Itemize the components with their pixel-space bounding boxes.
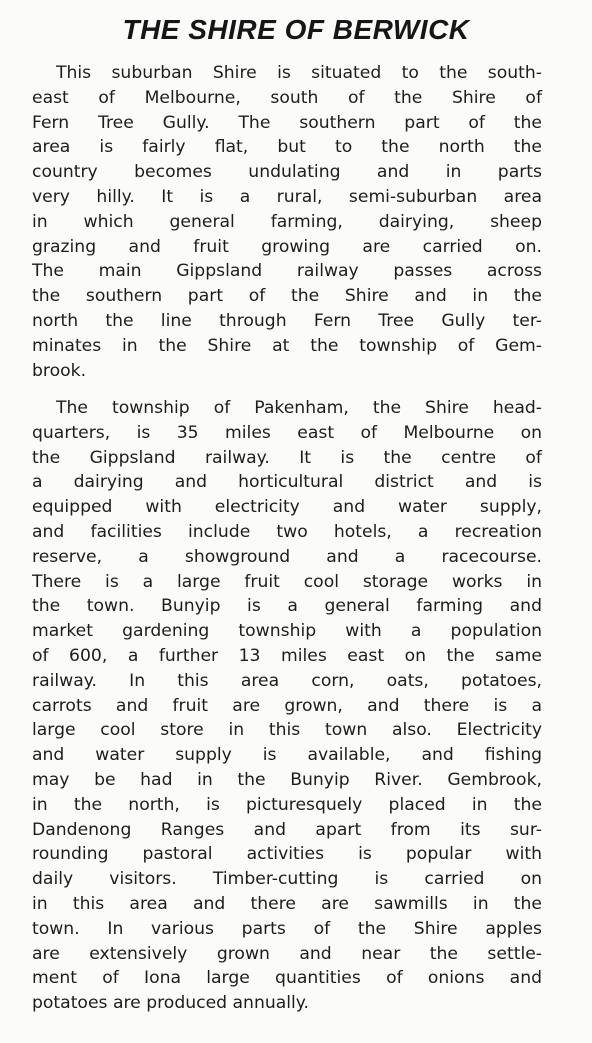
text-line: the southern part of the Shire and in the [32, 286, 542, 307]
text-line: rounding pastoral activities is popular with [32, 844, 542, 865]
text-line: large cool store in this town also. Electricity [32, 720, 542, 741]
text-line: area is fairly flat, but to the north the [32, 137, 542, 158]
text-line: brook. [32, 360, 87, 381]
text-line: carrots and fruit are grown, and there is a [32, 695, 542, 716]
text-line: minates in the Shire at the township of Gem- [32, 335, 542, 356]
text-line: may be had in the Bunyip River. Gembrook, [32, 769, 542, 790]
text-line: The township of Pakenham, the Shire head- [56, 398, 542, 418]
text-line: in this area and there are sawmills in the [32, 893, 542, 914]
text-line: quarters, is 35 miles east of Melbourne on [32, 422, 542, 443]
text-line: of 600, a further 13 miles east on the same [32, 645, 542, 666]
text-line: town. In various parts of the Shire apples [32, 918, 542, 939]
text-line: equipped with electricity and water supply, [32, 497, 542, 518]
text-line: the town. Bunyip is a general farming and [32, 596, 542, 617]
paragraph-2 [32, 396, 542, 1016]
text-line: market gardening township with a population [32, 621, 542, 642]
text-line: railway. In this area corn, oats, potatoes, [32, 670, 542, 691]
text-line: country becomes undulating and in parts [32, 162, 542, 183]
text-line: daily visitors. Timber-cutting is carried on [32, 869, 542, 890]
text-line: very hilly. It is a rural, semi-suburban area [32, 186, 542, 207]
text-line: ment of Iona large quantities of onions and [32, 968, 542, 989]
text-line: reserve, a showground and a racecourse. [32, 546, 542, 567]
document-title: THE SHIRE OF BERWICK [122, 14, 470, 45]
text-line: potatoes are produced annually. [32, 993, 309, 1014]
text-line: east of Melbourne, south of the Shire of [32, 87, 542, 108]
text-line: and water supply is available, and fishing [32, 745, 542, 766]
text-line: the Gippsland railway. It is the centre of [32, 447, 542, 468]
paragraph-1 [32, 61, 542, 383]
text-line: Dandenong Ranges and apart from its sur- [32, 819, 542, 840]
text-line: The main Gippsland railway passes across [32, 261, 542, 282]
text-line: are extensively grown and near the settle- [32, 943, 542, 964]
text-line: a dairying and horticultural district and is [32, 472, 542, 493]
text-line: north the line through Fern Tree Gully ter- [32, 310, 542, 331]
text-line: in the north, is picturesquely placed in the [32, 794, 542, 815]
text-line: This suburban Shire is situated to the south- [56, 63, 542, 83]
text-line: in which general farming, dairying, sheep [32, 211, 542, 232]
text-line: and facilities include two hotels, a recreation [32, 521, 542, 542]
text-line: There is a large fruit cool storage works in [32, 571, 542, 592]
text-line: grazing and fruit growing are carried on. [32, 236, 542, 257]
text-line: Fern Tree Gully. The southern part of the [32, 112, 542, 133]
